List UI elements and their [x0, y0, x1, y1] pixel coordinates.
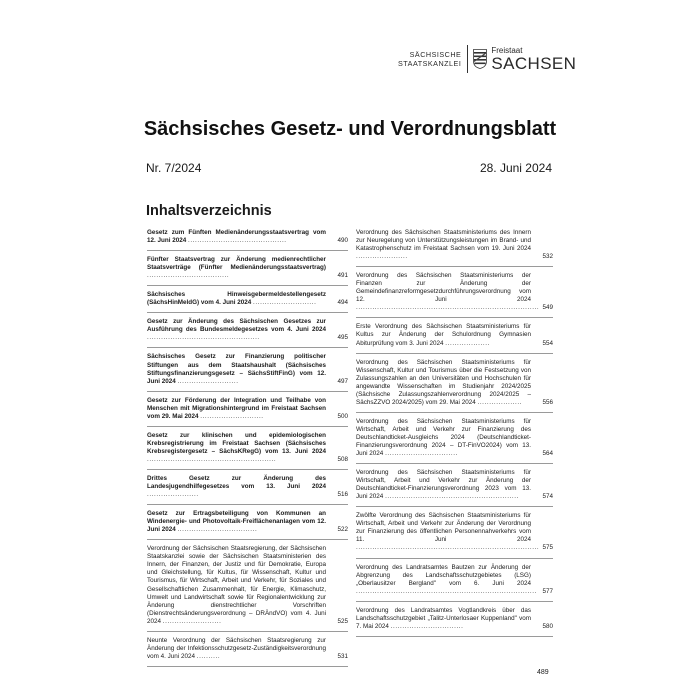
- toc-entry[interactable]: Verordnung des Landratsamtes Vogtlandkreis über das Landschaftsschutzgebiet „Talitz-Unterlosaer Kuppenland" vom 7. Mai 2024 ............................... 580: [356, 607, 553, 637]
- toc-entry[interactable]: Verordnung des Sächsischen Staatsministeriums der Finanzen zur Änderung der Gemeindefinanzreformgesetzdurchführungsverordnung vom 12. Juni 2024 .............................................................................. 549: [356, 272, 553, 318]
- page-number: 489: [537, 669, 549, 676]
- toc-entry[interactable]: Verordnung der Sächsischen Staatsregierung, der Sächsischen Staatskanzlei sowie der Sächsischen Staatsministerien des Innern, der Finanzen, der Justiz und für Demokratie, Europa und Gleichstellung, für Kultus, für Wissenschaft, Kultur und Tourismus, für Wirtschaft, Arbeit und Verkehr, für Soziales und Gesellschaftlichen Zusammenhalt, für Energie, Klimaschutz, Umwelt und Landwirtschaft sowie für Regionalentwicklung zur Änderung dienstrechtlicher Vorschriften (Dienstrechtsänderungsverordnung – DRÄndVO) vom 4. Juni 2024 ......................... 525: [147, 545, 348, 631]
- toc-page-number: 556: [542, 398, 553, 406]
- toc-entry[interactable]: Zwölfte Verordnung des Sächsischen Staatsministeriums für Wirtschaft, Arbeit und Verkehr zur Änderung der Verordnung zur Finanzierung des öffentlichen Personennahverkehrs vom 11. Juni 2024 .............................................................................. 575: [356, 512, 553, 558]
- issue-number: Nr. 7/2024: [146, 161, 202, 175]
- publication-title: Sächsisches Gesetz- und Verordnungsblatt: [143, 118, 557, 140]
- toc-page-number: 549: [542, 304, 553, 312]
- toc-page-number: 525: [337, 617, 348, 625]
- state-wordmark: Freistaat SACHSEN: [491, 45, 577, 73]
- toc-page-number: 494: [337, 299, 348, 307]
- issue-date: 28. Juni 2024: [479, 161, 552, 175]
- toc-page-number: 577: [542, 587, 553, 595]
- toc-page-number: 508: [337, 455, 348, 463]
- toc-entry[interactable]: Sächsisches Hinweisgebermeldestellengesetz (SächsHinMeldG) vom 4. Juni 2024 ........................... 494: [147, 291, 348, 313]
- toc-entry[interactable]: Erste Verordnung des Sächsischen Staatsministeriums für Kultus zur Änderung der Schulordnung Gymnasien Abiturprüfung vom 3. Juni 2024 ................... 554: [356, 323, 553, 353]
- toc-page-number: 580: [542, 622, 553, 630]
- toc-entry[interactable]: Verordnung des Landratsamtes Bautzen zur Änderung der Abgrenzung des Landschaftsschutzgebietes (LSG) „Oberlausitzer Bergland" vom 6. Juni 2024 ............................................................................. 577: [356, 564, 553, 602]
- toc-left-column: [147, 229, 348, 672]
- toc-entry[interactable]: Sächsisches Gesetz zur Finanzierung politischer Stiftungen aus dem Staatshaushalt (Sächsisches Stiftungsfinanzierungsgesetz – SächsStiftFinG) vom 12. Juni 2024 .......................... 497: [147, 353, 348, 391]
- toc-page-number: 490: [337, 237, 348, 245]
- toc-entry[interactable]: Gesetz zum Fünften Medienänderungsstaatsvertrag vom 12. Juni 2024 .......................................... 490: [147, 229, 348, 251]
- toc-page-number: 564: [542, 450, 553, 458]
- toc-page-number: 532: [542, 253, 553, 261]
- toc-entry[interactable]: Fünfter Staatsvertrag zur Änderung medienrechtlicher Staatsverträge (Fünfter Medienänderungsstaatsvertrag) ................................... 491: [147, 256, 348, 286]
- toc-entry[interactable]: Gesetz zur Änderung des Sächsischen Gesetzes zur Ausführung des Bundesmeldegesetzes vom 4. Juni 2024 ................................................ 495: [147, 318, 348, 348]
- toc-entry[interactable]: Gesetz zur Ertragsbeteiligung von Kommunen an Windenergie- und Photovoltaik-Freiflächenanlagen vom 12. Juni 2024 .................................. 522: [147, 510, 348, 540]
- toc-entry[interactable]: Gesetz zur klinischen und epidemiologischen Krebsregistrierung im Freistaat Sachsen (Sächsisches Krebsregistergesetz – SächsKRegG) vom 13. Juni 2024 ....................................................... 508: [147, 432, 348, 470]
- toc-entry[interactable]: Drittes Gesetz zur Änderung des Landesjugendhilfegesetzes vom 13. Juni 2024 ...................... 516: [147, 475, 348, 505]
- publisher-logo: [398, 44, 576, 74]
- toc-page-number: 495: [337, 334, 348, 342]
- logo-divider: [467, 45, 468, 73]
- toc-heading: Inhaltsverzeichnis: [146, 203, 272, 219]
- toc-entry[interactable]: Verordnung des Sächsischen Staatsministeriums für Wirtschaft, Arbeit und Verkehr zur Änderung der Deutschlandticket-Finanzierungsverordnung 2023 vom 13. Juni 2024 ......................................................... 574: [356, 469, 553, 507]
- toc-page-number: 574: [542, 493, 553, 501]
- toc-right-column: [356, 229, 553, 642]
- toc-page-number: 491: [337, 272, 348, 280]
- toc-page-number: 522: [337, 526, 348, 534]
- toc-entry[interactable]: Neunte Verordnung der Sächsischen Staatsregierung zur Änderung der Infektionsschutzgesetz-Zuständigkeitsverordnung vom 4. Juni 2024 .......... 531: [147, 637, 348, 667]
- toc-page-number: 516: [337, 491, 348, 499]
- toc-page-number: 497: [337, 377, 348, 385]
- chancellery-label: SÄCHSISCHE STAATSKANZLEI: [398, 50, 462, 68]
- toc-entry[interactable]: Verordnung des Sächsischen Staatsministeriums für Wissenschaft, Kultur und Tourismus über die Festsetzung von Zulassungszahlen an den Universitäten und Hochschulen für angewandte Wissenschaften im Studienjahr 2024/2025 (Sächsische Zulassungszahlenverordnung 2024/2025 – SächsZZVO 2024/2025) vom 29. Mai 2024 ................... 556: [356, 359, 553, 413]
- toc-entry[interactable]: Gesetz zur Förderung der Integration und Teilhabe von Menschen mit Migrationshintergrund im Freistaat Sachsen vom 29. Mai 2024 ........................... 500: [147, 397, 348, 427]
- toc-entry[interactable]: Verordnung des Sächsischen Staatsministeriums des Innern zur Neuregelung von Unterstützungsleistungen im Brand- und Katastrophenschutz im Freistaat Sachsen vom 19. Juni 2024 ...................... 532: [356, 229, 553, 267]
- toc-entry[interactable]: Verordnung des Sächsischen Staatsministeriums für Wirtschaft, Arbeit und Verkehr zur Finanzierung des Deutschlandticket-Ausgleichs 2024 (Deutschlandticket-Finanzierungsverordnung 2024 – DT-FinVO2024) vom 13. Juni 2024 ............................... 564: [356, 418, 553, 464]
- toc-page-number: 531: [337, 652, 348, 660]
- toc-page-number: 554: [542, 339, 553, 347]
- saxony-crest-icon: [473, 49, 487, 69]
- toc-page-number: 575: [542, 544, 553, 552]
- toc-page-number: 500: [337, 412, 348, 420]
